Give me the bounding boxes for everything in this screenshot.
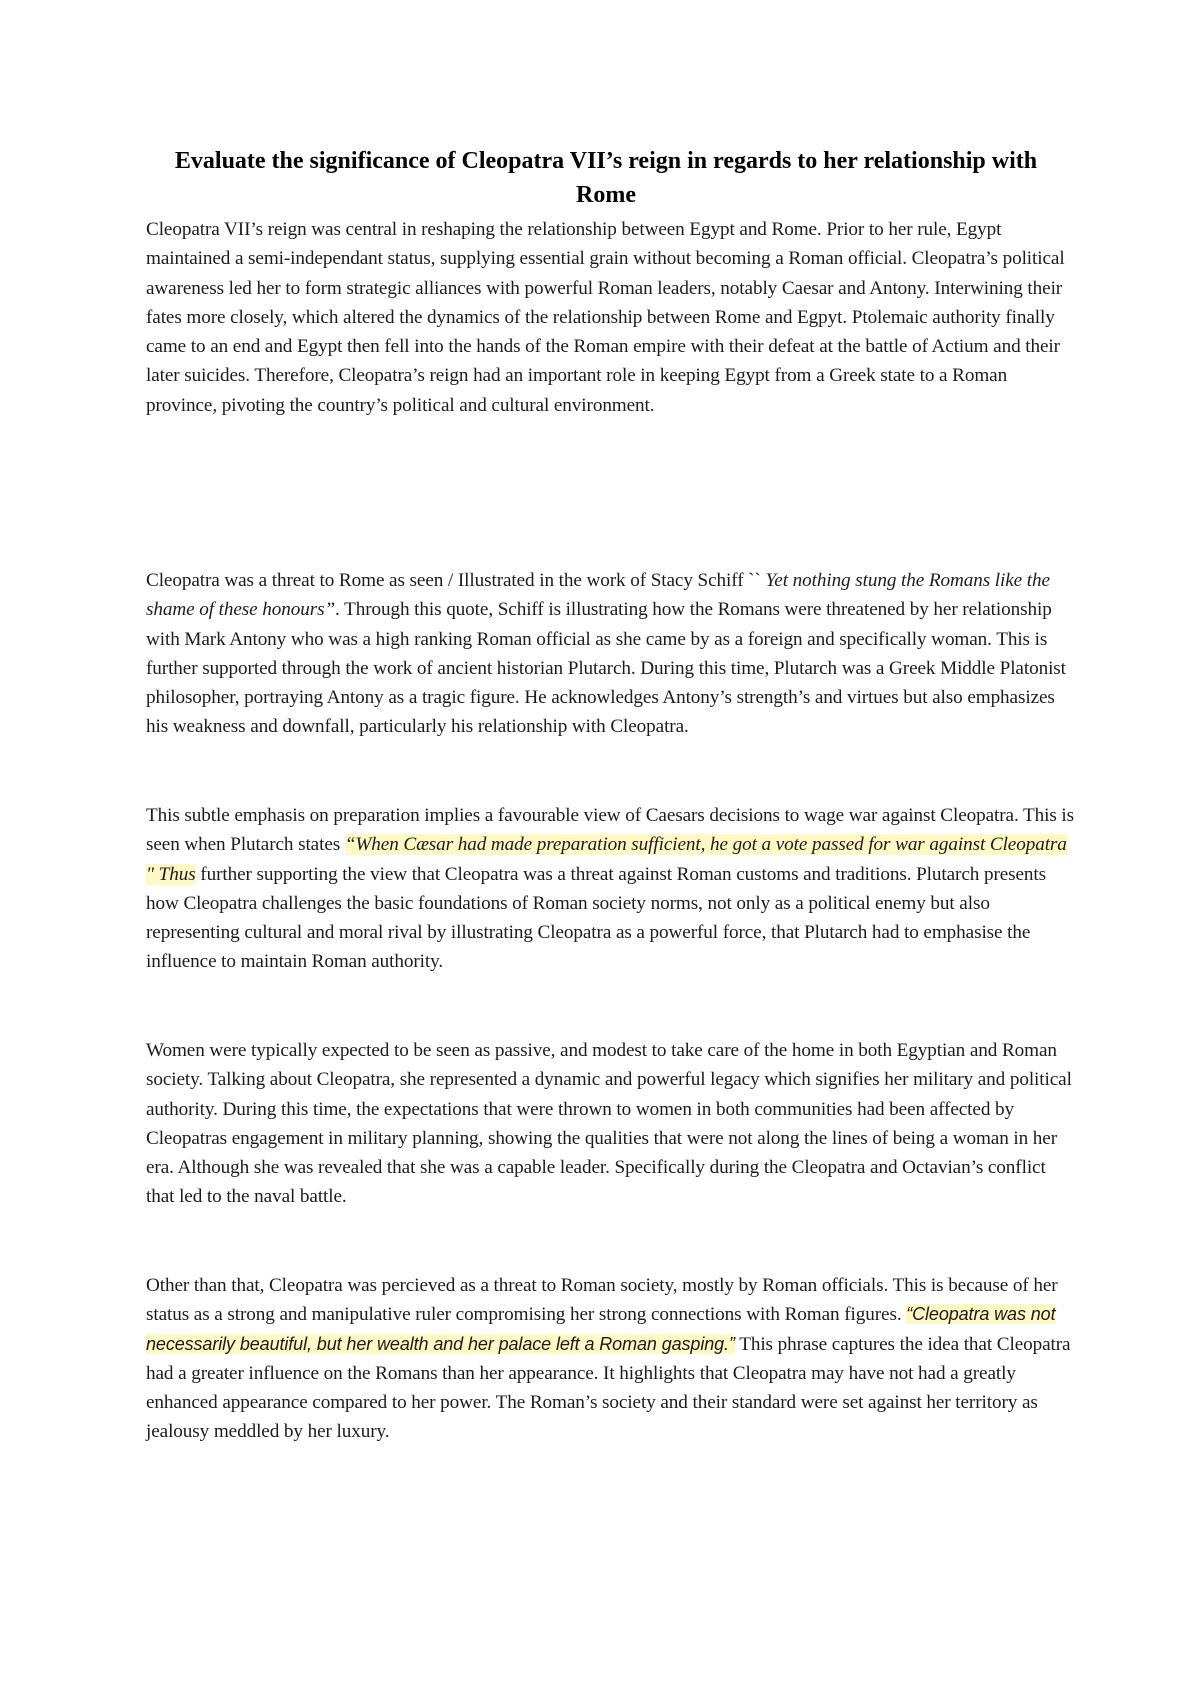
paragraph-text: Other than that, Cleopatra was percieved as a threat to Roman society, mostly by Roman officials. This is because of her status as a strong and manipulative ruler compromising her strong connections with Roman figures. (146, 1275, 1058, 1326)
paragraph-schiff (146, 566, 1076, 742)
paragraph-threat (146, 1271, 1076, 1447)
paragraph-introduction: Cleopatra VII’s reign was central in reshaping the relationship between Egypt and Rome. Prior to her rule, Egypt maintained a semi-independant status, supplying essential grain without becoming a Roman official. Cleopatra’s political awareness led her to form strategic alliances with powerful Roman leaders, notably Caesar and Antony. Interwining their fates more closely, which altered the dynamics of the relationship between Rome and Egpyt. Ptolemaic authority finally came to an end and Egypt then fell into the hands of the Roman empire with their defeat at the battle of Actium and their later suicides. Therefore, Cleopatra’s reign had an important role in keeping Egypt from a Greek state to a Roman province, pivoting the country’s political and cultural environment. (146, 219, 1065, 416)
paragraph-text: This subtle emphasis on preparation implies a favourable view of Caesars decisions to wage war against Cleopatra. This is seen when Plutarch states (146, 805, 1075, 856)
paragraph-plutarch (146, 801, 1076, 977)
beauty-quote-highlight: “Cleopatra was not necessarily beautiful, but her wealth and her palace left a Roman gasping.” (146, 1304, 1056, 1354)
paragraph-text: This phrase captures the idea that Cleopatra had a greater influence on the Romans than her appearance. It highlights that Cleopatra may have not had a greatly enhanced appearance compared to her power. The Roman’s society and their standard were set against her territory as jealousy meddled by her luxury. (146, 1333, 1071, 1443)
schiff-quote: Yet nothing stung the Romans like the shame of these honours” (146, 570, 1050, 621)
plutarch-quote-highlight: “When Cæsar had made preparation sufficient, he got a vote passed for war against Cleopatra " Thus (146, 834, 1067, 885)
paragraph-text: Cleopatra was a threat to Rome as seen / Illustrated in the work of Stacy Schiff `` (146, 570, 766, 591)
paragraph-text: . Through this quote, Schiff is illustrating how the Romans were threatened by her relationship with Mark Antony who was a high ranking Roman official as she came by as a foreign and specifically woman. This is further supported through the work of ancient historian Plutarch. During this time, Plutarch was a Greek Middle Platonist philosopher, portraying Antony as a tragic figure. He acknowledges Antony’s strength’s and virtues but also emphasizes his weakness and downfall, particularly his relationship with Cleopatra. (146, 599, 1066, 738)
document-title: Evaluate the significance of Cleopatra VII’s reign in regards to her relationship with Rome (174, 148, 1038, 208)
paragraph-text: further supporting the view that Cleopatra was a threat against Roman customs and traditions. Plutarch presents how Cleopatra challenges the basic foundations of Roman society norms, not only as a political enemy but also representing cultural and moral rival by illustrating Cleopatra as a powerful force, that Plutarch had to emphasise the influence to maintain Roman authority. (146, 863, 1047, 973)
paragraph-women: Women were typically expected to be seen as passive, and modest to take care of the home in both Egyptian and Roman society. Talking about Cleopatra, she represented a dynamic and powerful legacy which signifies her military and political authority. During this time, the expectations that were thrown to women in both communities had been affected by Cleopatras engagement in military planning, showing the qualities that were not along the lines of being a woman in her era. Although she was revealed that she was a capable leader. Specifically during the Cleopatra and Octavian’s conflict that led to the naval battle. (146, 1040, 1072, 1208)
